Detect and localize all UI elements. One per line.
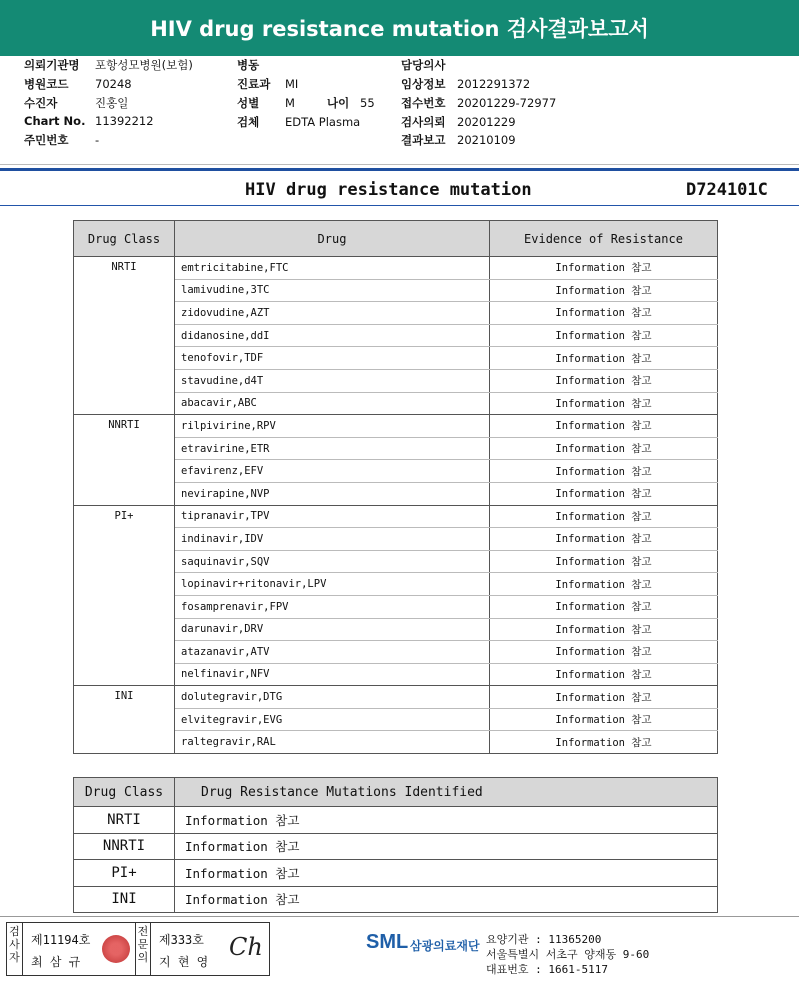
patient-info-panel xyxy=(0,56,799,165)
drug-cell: indinavir,IDV xyxy=(175,528,490,551)
table-row xyxy=(74,257,718,280)
evidence-cell: Information 참고 xyxy=(490,641,718,664)
info-field xyxy=(237,57,285,73)
info-field xyxy=(401,114,516,130)
info-field-label: 검사의뢰 xyxy=(401,115,446,129)
info-field-label: 병동 xyxy=(237,58,260,72)
info-field-value: 70248 xyxy=(95,77,132,91)
examiner-license: 제11194호 xyxy=(31,933,91,947)
info-field-label: 담당의사 xyxy=(401,58,446,72)
address: 서울특별시 서초구 양재동 9-60 xyxy=(486,948,650,961)
info-field xyxy=(24,76,132,92)
report-title-bar xyxy=(0,0,799,56)
info-field-label: Chart No. xyxy=(24,114,86,128)
age-field xyxy=(327,95,375,111)
info-field-value: 20201229-72977 xyxy=(457,96,557,110)
table-row xyxy=(74,886,718,913)
mutation-cell: Information 참고 xyxy=(175,860,718,887)
info-field-value: 11392212 xyxy=(95,114,154,128)
evidence-cell: Information 참고 xyxy=(490,415,718,438)
info-field-label: 성별 xyxy=(237,96,260,110)
drug-cell: abacavir,ABC xyxy=(175,392,490,415)
info-field xyxy=(24,114,154,128)
info-field-value: 포항성모병원(보험) xyxy=(95,58,193,72)
drug-class-cell: INI xyxy=(74,886,175,913)
drug-cell: nevirapine,NVP xyxy=(175,482,490,505)
info-field xyxy=(237,114,360,130)
evidence-cell: Information 참고 xyxy=(490,279,718,302)
evidence-cell: Information 참고 xyxy=(490,347,718,370)
divider xyxy=(0,168,799,171)
info-field-label: 결과보고 xyxy=(401,133,446,147)
evidence-cell: Information 참고 xyxy=(490,550,718,573)
examiner-label: 검사자 xyxy=(7,923,23,975)
info-field xyxy=(24,132,99,148)
evidence-cell: Information 참고 xyxy=(490,573,718,596)
drug-class-cell: NRTI xyxy=(74,257,175,415)
col-header-evidence: Evidence of Resistance xyxy=(490,221,718,257)
resistance-table xyxy=(73,220,718,754)
info-field-label: 수진자 xyxy=(24,96,58,110)
table-row xyxy=(74,505,718,528)
evidence-cell: Information 참고 xyxy=(490,437,718,460)
col-header-drug-class: Drug Class xyxy=(74,778,175,807)
reviewer-license: 제333호 xyxy=(159,933,204,947)
evidence-cell: Information 참고 xyxy=(490,324,718,347)
evidence-cell: Information 참고 xyxy=(490,595,718,618)
age-value: 55 xyxy=(360,96,375,110)
drug-class-cell: NRTI xyxy=(74,807,175,834)
evidence-cell: Information 참고 xyxy=(490,663,718,686)
evidence-cell: Information 참고 xyxy=(490,618,718,641)
col-header-mutations: Drug Resistance Mutations Identified xyxy=(175,778,718,807)
drug-cell: tenofovir,TDF xyxy=(175,347,490,370)
signature-box xyxy=(6,922,270,976)
col-header-drug-class: Drug Class xyxy=(74,221,175,257)
divider xyxy=(0,205,799,206)
report-code: D724101C xyxy=(686,180,768,200)
evidence-cell: Information 참고 xyxy=(490,505,718,528)
drug-cell: rilpivirine,RPV xyxy=(175,415,490,438)
evidence-cell: Information 참고 xyxy=(490,460,718,483)
info-field xyxy=(237,95,295,111)
drug-cell: didanosine,ddI xyxy=(175,324,490,347)
table-row xyxy=(74,807,718,834)
report-subtitle: HIV drug resistance mutation xyxy=(245,180,532,200)
info-field-value: 2012291372 xyxy=(457,77,531,91)
drug-cell: elvitegravir,EVG xyxy=(175,708,490,731)
evidence-cell: Information 참고 xyxy=(490,302,718,325)
drug-class-cell: NNRTI xyxy=(74,833,175,860)
evidence-cell: Information 참고 xyxy=(490,392,718,415)
drug-class-cell: PI+ xyxy=(74,860,175,887)
phone: 대표번호 : 1661-5117 xyxy=(486,963,608,976)
report-title: HIV drug resistance mutation 검사결과보고서 xyxy=(150,17,649,41)
info-field xyxy=(24,57,193,73)
drug-cell: dolutegravir,DTG xyxy=(175,686,490,709)
drug-cell: atazanavir,ATV xyxy=(175,641,490,664)
evidence-cell: Information 참고 xyxy=(490,369,718,392)
info-field-label: 검체 xyxy=(237,115,260,129)
evidence-cell: Information 참고 xyxy=(490,731,718,754)
info-field-label: 접수번호 xyxy=(401,96,446,110)
mutation-cell: Information 참고 xyxy=(175,807,718,834)
info-field-value: - xyxy=(95,133,100,147)
reviewer-name: 지 현 영 xyxy=(159,955,209,969)
drug-cell: stavudine,d4T xyxy=(175,369,490,392)
age-label: 나이 xyxy=(327,96,350,110)
drug-class-cell: INI xyxy=(74,686,175,754)
info-field xyxy=(401,76,530,92)
seal-stamp xyxy=(102,935,130,963)
mutation-cell: Information 참고 xyxy=(175,833,718,860)
drug-cell: tipranavir,TPV xyxy=(175,505,490,528)
info-field xyxy=(401,57,457,73)
drug-cell: emtricitabine,FTC xyxy=(175,257,490,280)
examiner-name: 최 삼 규 xyxy=(31,955,81,969)
drug-cell: fosamprenavir,FPV xyxy=(175,595,490,618)
table-row xyxy=(74,833,718,860)
mutation-cell: Information 참고 xyxy=(175,886,718,913)
drug-cell: nelfinavir,NFV xyxy=(175,663,490,686)
info-field-label: 임상정보 xyxy=(401,77,446,91)
provider-code: 요양기관 : 11365200 xyxy=(486,933,602,946)
table-row xyxy=(74,686,718,709)
evidence-cell: Information 참고 xyxy=(490,257,718,280)
info-field-value: EDTA Plasma xyxy=(285,115,361,129)
evidence-cell: Information 참고 xyxy=(490,708,718,731)
evidence-cell: Information 참고 xyxy=(490,686,718,709)
evidence-cell: Information 참고 xyxy=(490,482,718,505)
report-footer xyxy=(0,916,799,986)
info-field xyxy=(401,132,516,148)
drug-class-cell: PI+ xyxy=(74,505,175,686)
info-field-value: 20201229 xyxy=(457,115,516,129)
info-field-label: 진료과 xyxy=(237,77,271,91)
drug-class-cell: NNRTI xyxy=(74,415,175,505)
info-field-label: 주민번호 xyxy=(24,133,69,147)
drug-cell: saquinavir,SQV xyxy=(175,550,490,573)
info-field-value: M xyxy=(285,96,295,110)
drug-cell: raltegravir,RAL xyxy=(175,731,490,754)
info-field-value: MI xyxy=(285,77,299,91)
info-field xyxy=(401,95,556,111)
sml-logo: SML xyxy=(366,931,409,953)
evidence-cell: Information 참고 xyxy=(490,528,718,551)
logo-name: 삼광의료재단 xyxy=(410,939,480,953)
drug-cell: lamivudine,3TC xyxy=(175,279,490,302)
info-field-value: 진홍일 xyxy=(95,96,129,110)
drug-cell: zidovudine,AZT xyxy=(175,302,490,325)
info-field-value: 20210109 xyxy=(457,133,516,147)
col-header-drug: Drug xyxy=(175,221,490,257)
table-row xyxy=(74,860,718,887)
drug-cell: efavirenz,EFV xyxy=(175,460,490,483)
info-field-label: 병원코드 xyxy=(24,77,69,91)
signature: Ch xyxy=(229,933,263,961)
reviewer-label: 전문의 xyxy=(135,923,151,975)
info-field-label: 의뢰기관명 xyxy=(24,58,80,72)
table-row xyxy=(74,415,718,438)
mutation-table xyxy=(73,777,718,913)
info-field xyxy=(24,95,128,111)
drug-cell: darunavir,DRV xyxy=(175,618,490,641)
drug-cell: etravirine,ETR xyxy=(175,437,490,460)
info-field xyxy=(237,76,298,92)
drug-cell: lopinavir+ritonavir,LPV xyxy=(175,573,490,596)
